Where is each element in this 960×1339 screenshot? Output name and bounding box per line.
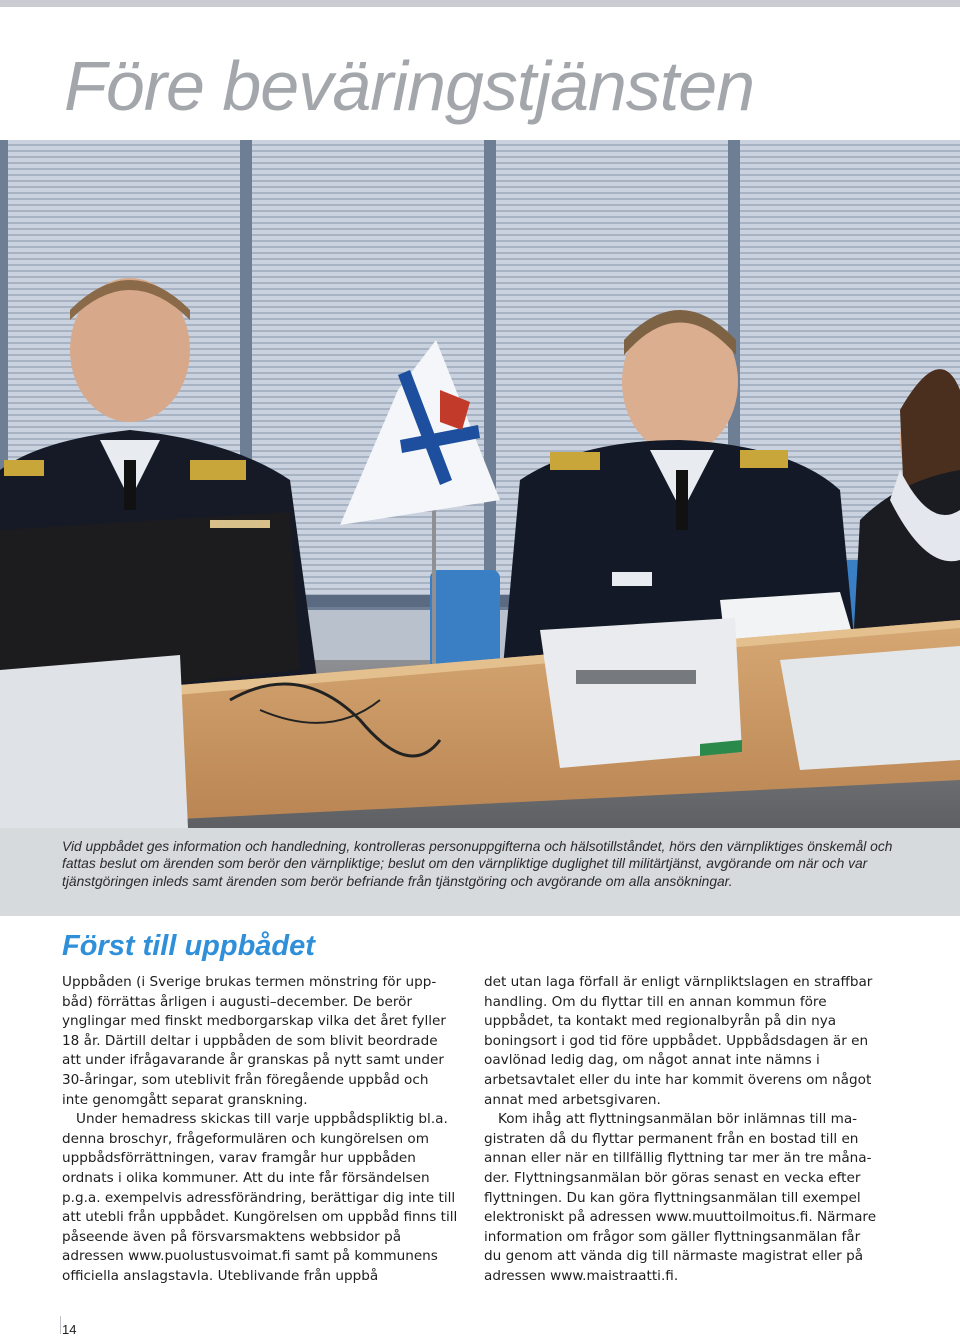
photo-caption: Vid uppbådet ges information och handledning, kontrolleras personuppgifterna och hälsotillståndet, hörs den värnpliktiges önskemål och fattas beslut om ärenden som berör den värnpliktige; beslut om den värnpliktige duglighet till militärtjänst, avgörande om när och var tjänstgöringen inleds samt ärenden som berör befriande från tjänstgöring och avgörande om alla ansökningar. [62,839,893,889]
body-paragraph: Under hemadress skickas till varje uppbådspliktig bl.a. denna broschyr, frågeformulären och kungörelsen om uppbådsförrättningen, varav framgår hur uppbåden ordnats i olika kommuner. Att du inte får försändelsen p.g.a. exempelvis adressförändring, berättigar dig inte till att utebli från uppbådet. Kungörelsen om uppbåd finns till påseende även på försvarsmaktens webbsidor på adressen www.puolustusvoimat.fi samt på kommunens officiella anslagstavla. Uteblivande från uppbå [62,1111,458,1284]
conscription-board-photo [0,140,960,828]
body-column-right [484,973,878,1287]
photo-block [0,140,960,916]
top-rule [0,0,960,7]
page-number: 14 [62,1322,77,1337]
page-number-rule [60,1316,61,1334]
body-paragraph: Uppbåden (i Sverige brukas termen mönstring för uppbåd) förrättas årligen i augusti–december. De berör ynglingar med finskt medborgarskap vilka det året fyller 18 år. Därtill deltar i uppbåden de som blivit beordrade att under ifrågavarande år granskas på nytt samt under 30-åringar, som uteblivit från föregående uppbåd och inte genomgått separat granskning. [62,974,446,1108]
body-paragraph: det utan laga förfall är enligt värnpliktslagen en straffbar handling. Om du flyttar till en annan kommun före uppbådet, ta kontakt med regionalbyrån på din nya boningsort i god tid före uppbådet. Uppbådsdagen är en oavlönad ledig dag, om något annat inte nämns i arbetsavtalet eller du inte har kommit överens om något annat med arbetsgivaren. [484,974,873,1108]
section-title: Först till uppbådet [62,930,315,962]
body-column-left [62,973,458,1287]
body-paragraph: Kom ihåg att flyttningsanmälan bör inlämnas till magistraten då du flyttar permanent från en bostad till en annan eller när en tillfällig flyttning tar mer än tre månader. Flyttningsanmälan bör göras senast en vecka efter flyttningen. Du kan göra flyttningsanmälan till exempel elektroniskt på adressen www.muuttoilmoitus.fi. Närmare information om frågor som gäller flyttningsanmälan får du genom att vända dig till närmaste magistrat eller på adressen www.maistraatti.fi. [484,1111,877,1284]
page-title: Före beväringstjänsten [64,47,755,125]
